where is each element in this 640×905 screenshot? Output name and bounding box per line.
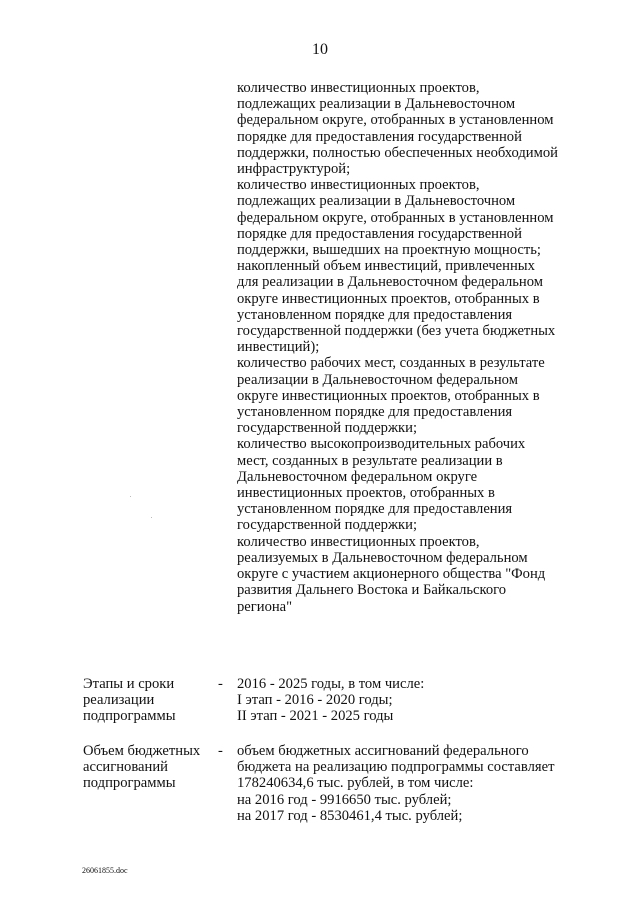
indicator-line: реализации в Дальневосточном федеральном xyxy=(237,371,518,388)
indicator-line: установленном порядке для предоставления xyxy=(237,404,513,421)
budget-content xyxy=(237,743,582,824)
indicator-line: государственной поддержки; xyxy=(237,420,418,437)
stages-content-line: II этап - 2021 - 2025 годы xyxy=(237,708,394,725)
indicator-line: инвестиционных проектов, отобранных в xyxy=(237,485,495,502)
budget-label-line: Объем бюджетных xyxy=(83,743,201,759)
indicator-line: порядке для предоставления государственной xyxy=(237,225,522,242)
document-filename-footer: 26061855.doc xyxy=(82,866,128,875)
stages-label-line: реализации xyxy=(83,692,155,709)
indicator-line: установленном порядке для предоставления xyxy=(237,306,513,323)
budget-content-line: объем бюджетных ассигнований федерального xyxy=(237,743,529,759)
indicator-line: накопленный объем инвестиций, привлеченных xyxy=(237,258,535,275)
indicator-line: региона" xyxy=(237,598,293,615)
stages-label-line: Этапы и сроки xyxy=(83,676,175,692)
budget-content-line: на 2017 год - 8530461,4 тыс. рублей; xyxy=(237,807,463,824)
stages-dash: - xyxy=(218,676,223,692)
stages-label xyxy=(83,676,223,725)
indicator-line: округе инвестиционных проектов, отобранных в xyxy=(237,387,540,404)
indicator-line: инвестиций); xyxy=(237,339,320,356)
stages-content xyxy=(237,676,582,725)
budget-dash: - xyxy=(218,743,223,759)
indicator-line: количество инвестиционных проектов, xyxy=(237,533,480,550)
indicator-line: для реализации в Дальневосточном федеральном xyxy=(237,274,543,291)
indicator-line: округе инвестиционных проектов, отобранных в xyxy=(237,290,540,307)
indicator-line: Дальневосточном федеральном округе xyxy=(237,468,478,485)
budget-label-line: подпрограммы xyxy=(83,775,176,792)
indicator-line: инфраструктурой; xyxy=(237,161,351,178)
indicator-line: округе с участием акционерного общества "Фонд xyxy=(237,566,546,583)
indicator-line: государственной поддержки; xyxy=(237,517,418,534)
indicator-line: поддержки, вышедших на проектную мощность; xyxy=(237,242,541,259)
scan-speck xyxy=(151,517,152,518)
scan-speck xyxy=(130,496,131,497)
indicator-line: подлежащих реализации в Дальневосточном xyxy=(237,193,516,210)
stages-label-line: подпрограммы xyxy=(83,708,176,725)
budget-label-line: ассигнований xyxy=(83,759,168,776)
indicator-line: количество высокопроизводительных рабочих xyxy=(237,436,526,453)
indicator-line: поддержки, полностью обеспеченных необходимой xyxy=(237,144,558,161)
indicator-line: подлежащих реализации в Дальневосточном xyxy=(237,96,516,113)
indicator-line: количество инвестиционных проектов, xyxy=(237,80,480,96)
indicator-line: порядке для предоставления государственной xyxy=(237,128,522,145)
indicator-line: установленном порядке для предоставления xyxy=(237,501,513,518)
page-number: 10 xyxy=(312,41,328,58)
budget-label xyxy=(83,743,223,792)
indicator-line: реализуемых в Дальневосточном федеральном xyxy=(237,549,528,566)
budget-content-line: на 2016 год - 9916650 тыс. рублей; xyxy=(237,791,452,808)
indicator-line: федеральном округе, отобранных в установленном xyxy=(237,209,554,226)
stages-content-line: 2016 - 2025 годы, в том числе: xyxy=(237,676,425,692)
budget-content-line: 178240634,6 тыс. рублей, в том числе: xyxy=(237,775,474,792)
indicator-line: мест, созданных в результате реализации в xyxy=(237,452,503,469)
indicator-line: государственной поддержки (без учета бюджетных xyxy=(237,323,556,340)
budget-content-line: бюджета на реализацию подпрограммы составляет xyxy=(237,759,555,776)
indicator-line: развития Дальнего Востока и Байкальского xyxy=(237,582,507,599)
indicator-line: федеральном округе, отобранных в установленном xyxy=(237,112,554,129)
indicator-line: количество инвестиционных проектов, xyxy=(237,177,480,194)
stages-content-line: I этап - 2016 - 2020 годы; xyxy=(237,692,393,709)
indicator-line: количество рабочих мест, созданных в результате xyxy=(237,355,545,372)
target-indicators-list xyxy=(237,80,582,615)
